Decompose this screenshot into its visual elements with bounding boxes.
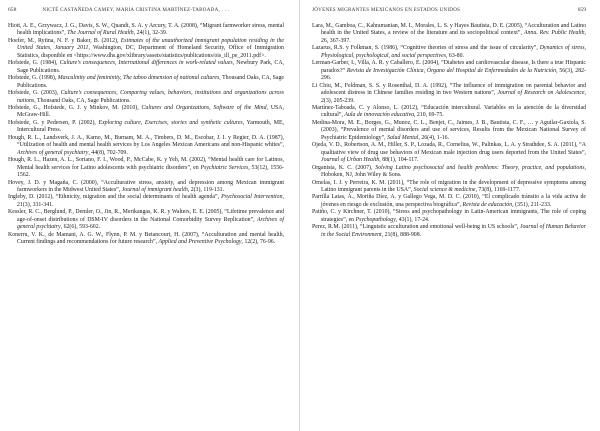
reference-text: Hovey, J. D. y Magaña, C. (2000), “Acculturative stress, anxiety, and depression among Mexican immigrant farmworkers in the Midwest United States”, xyxy=(8,179,284,193)
reference-entry xyxy=(312,209,586,224)
right-page-header xyxy=(312,7,586,21)
reference-title: Masculinity and femininity, The taboo dimension of national cultures xyxy=(57,75,220,82)
reference-title: Revista de Investigación Clínica, Órgano del Hospital de Enfermedades de la Nutrición xyxy=(346,67,557,74)
reference-details: , 44(8), 702-709. xyxy=(88,149,128,156)
reference-entry xyxy=(8,23,284,38)
reference-text: Lara, M., Gamboa, C., Kahramanian, M. I., Morales, L. S. y Hayes Bautista, D. E. (2005), “Acculturation and Latino health in the United States, a review of the literature and its sociopolitical context”, xyxy=(312,23,586,37)
reference-entry xyxy=(8,38,284,60)
reference-title: Exploring culture, Exercises, stories and synthetic cultures xyxy=(98,119,243,126)
reference-entry xyxy=(312,165,586,180)
reference-details: , 56(3), 282-296. xyxy=(321,67,586,82)
right-page-number: 659 xyxy=(577,7,586,13)
reference-title: Journal of Urban Health xyxy=(321,157,380,164)
right-reference-list xyxy=(312,23,586,239)
reference-text: Konerru, V. K., de Mamani, A. G. W., Flynn, P. M. y Betancourt, H. (2007), “Acculturation and mental health, Current findings and recommendations for future research”, xyxy=(8,231,284,246)
reference-details: , 210, 69-75. xyxy=(414,112,444,119)
reference-details: , 12(2), 76-96. xyxy=(241,239,276,246)
reference-title: Salud Mental xyxy=(387,134,419,141)
reference-title: Annu. Rev. Public Health xyxy=(523,30,585,37)
reference-entry xyxy=(8,180,284,195)
reference-title: Estimates of the unauthorized immigrant population residing in the United States, January 2011 xyxy=(17,37,284,52)
reference-details: , 43(1), 17-24. xyxy=(395,216,430,223)
reference-text: Patiño, C. y Kirchner, T. (2010), “Stress and psychopathology in Latin-American immigrants, The role of coping strategies”, en xyxy=(312,209,586,223)
reference-details: , 2(3), 205-239. xyxy=(321,90,586,104)
reference-details: , Washington, DC, Department of Homeland Security, Office of Immigration Statistics, disponible en <https://www.dhs.gov/xlibrary/assets/statistics/publications/ois_ill_pe_2011.pdf>. xyxy=(17,45,284,59)
reference-title: Psychosocial Intervention xyxy=(221,194,283,201)
reference-entry xyxy=(8,157,284,179)
reference-details: , 2(3), 119-131. xyxy=(187,186,225,193)
reference-details: , 21(3), 331-341. xyxy=(17,194,284,208)
reference-text: Hough, R. L., Landsverk, J. A., Karno, M., Burnam, M. A., Timbers, D. M., Escobar, J. I. y Regier, D. A. (1987), “Utilization of health and mental health services by Los Angeles Mexican Americans and non-Hispanic whites”, xyxy=(8,134,284,149)
reference-text: Ornelas, I. J. y Perreira, K. M. (2011), “The role of migration in the development of depressive symptoms among Latino immigrant parents in the USA”, xyxy=(312,179,586,193)
reference-entry xyxy=(312,142,586,164)
reference-title: Solving Latino psychosocial and health problems: Theory, practice, and populations xyxy=(375,164,585,171)
reference-text: Kessler, R. C., Berglund, P., Demler, O., Jin, R., Merikangas, K. R. y Walters, E. E. (2005), “Lifetime prevalence and age-of-onset distributions of DSM-IV disorders in the National Comorbidity Survey Replication”, xyxy=(8,209,284,223)
reference-entry xyxy=(8,120,284,135)
reference-details: , USA, McGraw-Hill. xyxy=(17,104,284,119)
reference-entry xyxy=(312,120,586,142)
reference-title: Social science & medicine xyxy=(413,186,476,193)
reference-text: Hiott, A. E., Grzywacz, J. G., Davis, S. W., Quandt, S. A. y Arcury, T. A. (2008), “Migrant farmworker stress, mental health implications”, xyxy=(8,23,284,37)
reference-details: , 24(1), 32-39. xyxy=(133,30,168,37)
left-page-header xyxy=(8,7,284,21)
reference-title: Cultures and Organizations, Software of the Mind xyxy=(141,104,267,111)
reference-details: , 63-80. xyxy=(445,52,464,59)
reference-entry xyxy=(8,194,284,209)
reference-details: , 53(12), 1556-1562. xyxy=(17,164,284,179)
reference-text: Lazarus, R.S. y Folkman, S. (1986), “Cognitive theories of stress and the issue of circularity”, xyxy=(312,45,540,52)
reference-entry xyxy=(8,232,284,247)
reference-title: Culture’s consequences, Comparing values, behaviors, institutions and organizations across nations xyxy=(17,90,284,104)
reference-text: Perez, R.M. (2011), “Linguistic acculturation and emotional well-being in US schools”, xyxy=(312,224,520,231)
reference-entry xyxy=(8,209,284,231)
reference-text: Hofstede, G. y Pedersen, P. (2002), xyxy=(8,119,99,126)
reference-entry xyxy=(8,90,284,105)
left-page-number: 658 xyxy=(8,7,17,13)
reference-title: Culture’s consequences, International differences in work-related values xyxy=(59,60,233,67)
right-running-head: JÓVENES MIGRANTES MEXICANOS EN ESTADOS UNIDOS xyxy=(312,7,461,13)
reference-text: Hoefer, M., Rytina, N. F. y Baker, B. (2012), xyxy=(8,37,121,44)
reference-entry xyxy=(8,135,284,157)
reference-title: The Journal of Rural Health xyxy=(67,30,134,37)
reference-details: , 73(8), 1169-1177. xyxy=(475,186,521,193)
reference-text: Parrilla Latas, Á., Moriña Díez, A. y Gallego Vega, M. D. C. (2010), “El complicado tránsito a la vida activa de jóvenes en riesgo de exclusión, una perspectiva biográfica”, xyxy=(312,194,586,208)
reference-details: , Hoboken, NJ, John Wiley & Sons. xyxy=(321,164,586,179)
reference-text: Ojeda, V. D., Robertson, A. M., Hiller, S. P., Lozada, R., Cornelius, W., Palinkas, L. A. y Strathdee, S. A. (2011), “A qualitative view of drug use behaviors of Mexican male injection drug users deported from the United States”, xyxy=(312,142,586,156)
left-reference-list xyxy=(8,23,284,247)
right-page xyxy=(300,0,600,431)
reference-entry xyxy=(312,180,586,195)
reference-details: , 26, 367-397. xyxy=(321,30,587,44)
reference-entry xyxy=(8,105,284,120)
reference-title: Aula de innovación educativa xyxy=(344,112,414,119)
reference-entry xyxy=(312,194,586,209)
reference-text: Hough, R. L., Hazen, A. L., Soriano, F. I., Wood, P., McCabe, K. y Yeh, M. (2002), “Mental health care for Latinos, Mental health services for Latino adolescents with psychiatric disorders”, en xyxy=(8,157,284,171)
reference-text: Lerman-Garber, I., Villa, A. R. y Caballero, E. (2004), “Diabetes and cardiovascular disease, Is there a true Hispanic paradox?” xyxy=(312,60,586,74)
reference-details: , (351), 211-233. xyxy=(512,201,552,208)
reference-title: Archives of general psychiatry xyxy=(17,149,89,156)
reference-text: Ingleby, D. (2012), “Ethnicity, migration and the social determinants of health agenda”, xyxy=(8,194,222,201)
reference-title: Journal of immigrant health xyxy=(121,186,188,193)
reference-title: Journal of Research on Adolescence xyxy=(497,90,585,97)
reference-details: , Yarmouth, ME, Intercultural Press. xyxy=(17,119,284,134)
reference-details: , 21(8), 888-908. xyxy=(381,231,422,238)
reference-title: Psychopathology xyxy=(355,216,396,223)
reference-entry xyxy=(312,23,586,45)
reference-entry xyxy=(312,83,586,105)
reference-entry xyxy=(8,60,284,75)
reference-text: Hofstede, G., Hofstede, G. J. y Minkov, M. (2010), xyxy=(8,104,142,111)
reference-title: Dynamics of stress, Physiological, psychological, and social perspectives xyxy=(321,45,586,59)
reference-entry xyxy=(312,105,586,120)
reference-text: Li Chiu, M., Feldman, S. S. y Rosenthal, D. A. (1992), “The influence of immigration on parental behavior and adolescent distress in Chinese families residing in two Western nations”, xyxy=(312,82,586,97)
reference-title: Revista de educación xyxy=(462,201,513,208)
reference-entry xyxy=(312,224,586,239)
reference-text: Medina-Mora, M. E., Borges, G., Munoz, C. L., Benjet, C., Jaimes, J. B., Bautista, C. F., … y Aguilar-Gaxiola, S. (2003), “Prevalence of mental disorders and use of services, Results from the Mexican National Survey of Psychiatric Epidemiology”, xyxy=(312,119,586,141)
reference-details: , 62(6), 593-602. xyxy=(60,224,101,231)
reference-details: , Thousand Oaks, CA, Sage Publications. xyxy=(34,97,131,104)
reference-title: Applied and Preventive Psychology xyxy=(158,239,242,246)
reference-title: Psychiatric Services xyxy=(200,164,249,171)
reference-text: Hofstede, G. (1998), xyxy=(8,75,58,82)
reference-details: , 26(4), 1-16. xyxy=(418,134,450,141)
reference-entry xyxy=(8,75,284,90)
reference-text: Martínez-Taboada, C. y Alonso, L. (2012), “Educación intercultural. Variables en la atención de la diversidad cultural”, xyxy=(312,104,586,119)
left-running-head: NICTÉ CASTAÑEDA CAMEY, MARIA CRISTINA MARTÍNEZ-TABOADA, . . . xyxy=(42,7,230,13)
reference-text: Hofstede, G. (2003), xyxy=(8,90,61,97)
reference-title: Archives of general psychiatry xyxy=(17,216,285,231)
reference-text: Hofstede, G. (1984), xyxy=(8,60,60,67)
reference-text: Organista, K. C. (2007), xyxy=(312,164,376,171)
reference-entry xyxy=(312,45,586,60)
reference-title: Journal of Human Behavior in the Social Environment xyxy=(321,224,586,238)
reference-details: , Newbury Park, CA, Sage Publications. xyxy=(17,60,284,74)
reference-details: , Thousand Oaks, CA, Sage Publications. xyxy=(17,75,285,89)
reference-details: , 88(1), 104-117. xyxy=(379,157,419,164)
reference-entry xyxy=(312,60,586,82)
